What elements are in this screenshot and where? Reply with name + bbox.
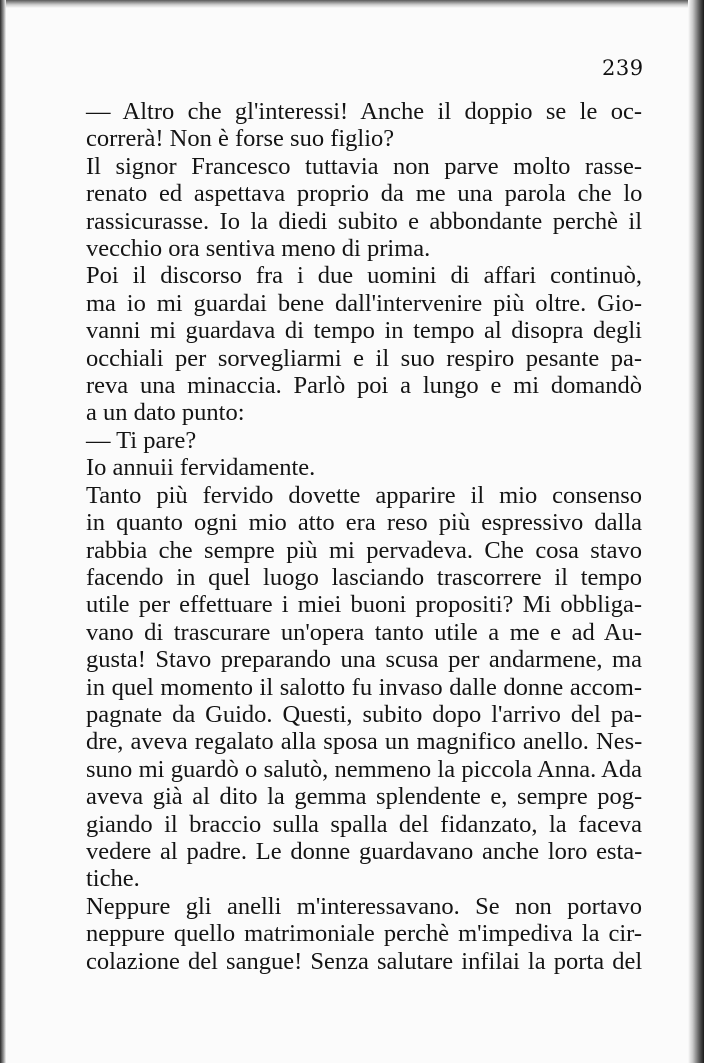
- text-line: rabbia che sempre più mi pervadeva. Che cosa stavo: [86, 536, 642, 564]
- text-line: facendo in quel luogo lasciando trascorrere il tempo: [86, 563, 642, 591]
- text-line: a un dato punto:: [86, 399, 245, 427]
- text-line: renato ed aspettava proprio da me una parola che lo: [86, 180, 643, 208]
- text-line: vanni mi guardava di tempo in tempo al disopra degli: [86, 317, 642, 345]
- text-line: suno mi guardò o salutò, nemmeno la piccola Anna. Ada: [86, 755, 642, 783]
- paragraph-5: [48, 454, 642, 481]
- page-top-edge: [0, 0, 704, 8]
- text-line: neppure quello matrimoniale perchè m'impediva la cir-: [86, 920, 642, 948]
- text-line: vecchio ora sentiva meno di prima.: [86, 235, 431, 263]
- text-line: colazione del sangue! Senza salutare infilai la porta del: [86, 947, 643, 975]
- text-line: dre, aveva regalato alla sposa un magnifico anello. Nes-: [86, 728, 643, 756]
- paragraph-6: [48, 482, 642, 893]
- text-line: in quanto ogni mio atto era reso più espressivo dalla: [86, 509, 642, 537]
- page-binding-shadow: [688, 0, 704, 1063]
- paragraph-1: [48, 98, 642, 153]
- text-line: pagnate da Guido. Questi, subito dopo l'arrivo del pa-: [86, 700, 642, 728]
- text-line: utile per effettuare i miei buoni propositi? Mi obbliga-: [86, 591, 642, 619]
- text-line: — Altro che gl'interessi! Anche il doppio se le oc-: [86, 98, 642, 125]
- text-line: in quel momento il salotto fu invaso dalle donne accom-: [86, 673, 642, 701]
- body-text: [48, 98, 642, 975]
- text-line: Io annuii fervidamente.: [86, 454, 316, 482]
- page-left-edge: [0, 0, 6, 1063]
- page-number: 239: [602, 56, 644, 80]
- text-line: Poi il discorso fra i due uomini di affari continuò,: [86, 262, 642, 290]
- paragraph-7: [48, 893, 642, 975]
- paragraph-2: [48, 153, 642, 263]
- text-line: aveva già al dito la gemma splendente e, sempre pog-: [86, 783, 643, 811]
- text-line: vano di trascurare un'opera tanto utile a me e ad Au-: [86, 618, 642, 646]
- text-line: reva una minaccia. Parlò poi a lungo e mi domandò: [86, 372, 642, 400]
- text-line: Il signor Francesco tuttavia non parve molto rasse-: [86, 152, 642, 180]
- paragraph-3: [48, 262, 642, 426]
- text-line: gusta! Stavo preparando una scusa per andarmene, ma: [86, 646, 642, 674]
- text-line: vedere al padre. Le donne guardavano anche loro esta-: [86, 837, 643, 865]
- text-line: occhiali per sorvegliarmi e il suo respiro pesante pa-: [86, 344, 642, 372]
- text-line: giando il braccio sulla spalla del fidanzato, la faceva: [86, 810, 642, 838]
- text-line: rassicurasse. Io la diedi subito e abbondante perchè il: [86, 207, 642, 235]
- text-line: tiche.: [86, 865, 140, 893]
- paragraph-4: [48, 427, 642, 454]
- text-line: — Ti pare?: [86, 426, 197, 454]
- text-line: correrà! Non è forse suo figlio?: [86, 125, 395, 153]
- text-line: Neppure gli anelli m'interessavano. Se non portavo: [86, 892, 642, 920]
- text-line: ma io mi guardai bene dall'intervenire più oltre. Gio-: [86, 289, 643, 317]
- text-line: Tanto più fervido dovette apparire il mio consenso: [86, 481, 642, 509]
